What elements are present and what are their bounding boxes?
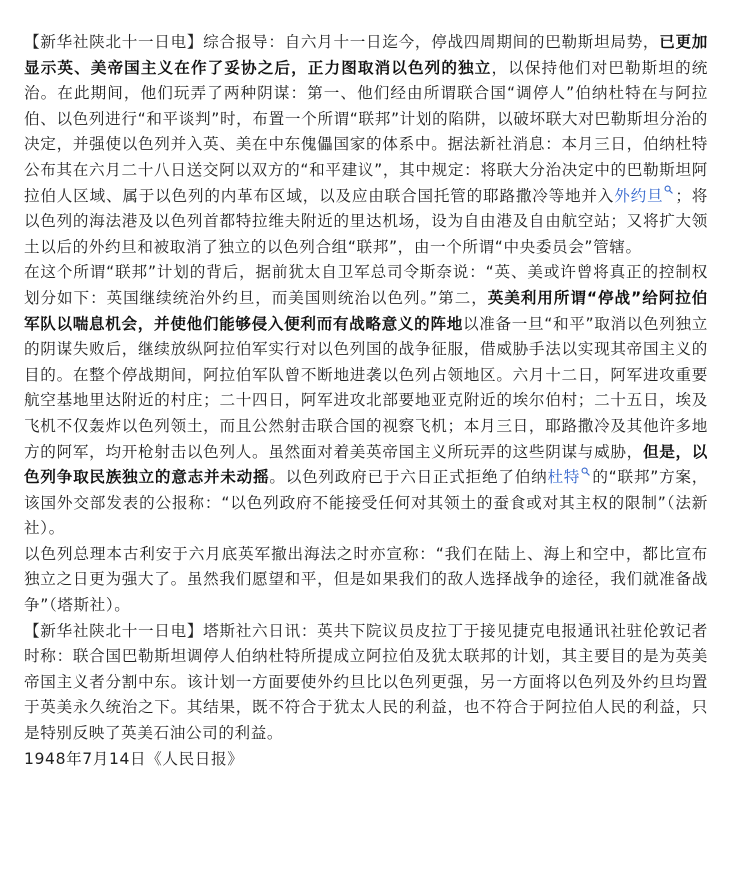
paragraph-3: 以色列总理本古利安于六月底英军撤出海法之时亦宣称：“我们在陆上、海上和空中，都比宣布独立之日更为强大了。虽然我们愿望和平，但是如果我们的敌人选择战争的途径，我们就准备战争”（塔斯社）。 <box>24 544 708 615</box>
paragraph-2-text-c: 。以色列政府已于六日正式拒绝了伯纳 <box>269 468 548 487</box>
paragraph-1-text-b: ，以保持他们对巴勒斯坦的统治。在此期间，他们玩弄了两种阴谋：第一、他们经由所谓联合国“调停人”伯纳杜特在与阿拉伯、以色列进行“和平谈判”时，布置一个所谓“联邦”计划的陷阱，以破坏联大对巴勒斯坦分治的决定，并强使以色列并入英、美在中东傀儡国家的体系中。据法新社消息：本月三日，伯纳杜特公布其在六月二十八日送交阿以双方的“和平建议”，其中规定：将联大分治决定中的巴勒斯坦阿拉伯人区域、属于以色列的内革布区域，以及应由联合国托管的耶路撒冷等地并入 <box>24 58 708 205</box>
paragraph-2-text-b: 以准备一旦“和平”取消以色列独立的阴谋失败后，继续放纵阿拉伯军实行对以色列国的战争征服，借威胁手法以实现其帝国主义的目的。在整个停战期间，阿拉伯军队曾不断地进袭以色列占领地区。六月十二日，阿军进攻重要航空基地里达附近的村庄；二十四日，阿军进攻北部要地亚克附近的埃尔伯村；二十五日，埃及飞机不仅轰炸以色列领土，而且公然射击联合国的视察飞机；本月三日，耶路撒冷及其他许多地方的阿军，均开枪射击以色列人。虽然面对着美英帝国主义所玩弄的这些阴谋与威胁， <box>24 314 708 461</box>
paragraph-1-text-c: ；将以色列的海法港及以色列首都特拉维夫附近的里达机场，设为自由港及自由航空站；又将扩大领土以后的外约旦和被取消了独立的以色列合组“联邦”，由一个所谓“中央委员会”管辖。 <box>24 186 708 256</box>
paragraph-4: 【新华社陕北十一日电】塔斯社六日讯：英共下院议员皮拉丁于接见捷克电报通讯社驻伦敦记者时称：联合国巴勒斯坦调停人伯纳杜特所提成立阿拉伯及犹太联邦的计划，其主要目的是为英美帝国主义者分割中东。该计划一方面要使外约旦比以色列更强，另一方面将以色列及外约旦均置于英美永久统治之下。其结果，既不符合于犹太人民的利益，也不符合于阿拉伯人民的利益，只是特别反映了英美石油公司的利益。 <box>24 621 708 743</box>
dateline: 1948年7月14日《人民日报》 <box>24 749 244 768</box>
paragraph-2-text-d: 的“联邦”方案，该国外交部发表的公报称：“以色列政府不能接受任何对其领土的蚕食或对其主权的限制”（法新社）。 <box>24 468 708 538</box>
search-icon[interactable] <box>664 185 673 194</box>
paragraph-2-bold-b: 但是，以色列争取民族独立的意志并未动摇 <box>24 442 708 487</box>
link-transjordan[interactable]: 外约旦 <box>614 186 664 205</box>
paragraph-1 <box>24 30 708 260</box>
search-icon[interactable] <box>581 467 590 476</box>
paragraph-2-bold-a: 英美利用所谓“停战”给阿拉伯军队以喘息机会，并使他们能够侵入便利而有战略意义的阵地 <box>24 288 708 333</box>
paragraph-2-text-a: 在这个所谓“联邦”计划的背后，据前犹太自卫军总司令斯奈说：“英、美或许曾将真正的控制权划分如下：英国继续统治外约旦，而美国则统治以色列。”第二， <box>24 263 708 307</box>
paragraph-2 <box>24 260 708 542</box>
paragraph-1-text-a: 【新华社陕北十一日电】综合报导：自六月十一日迄今，停战四周期间的巴勒斯坦局势， <box>24 33 660 51</box>
paragraph-1-bold-a: 已更加显示英、美帝国主义在作了妥协之后，正力图取消以色列的独立 <box>24 33 708 77</box>
article-body <box>24 30 708 772</box>
link-bernadotte[interactable]: 杜特 <box>547 468 581 487</box>
